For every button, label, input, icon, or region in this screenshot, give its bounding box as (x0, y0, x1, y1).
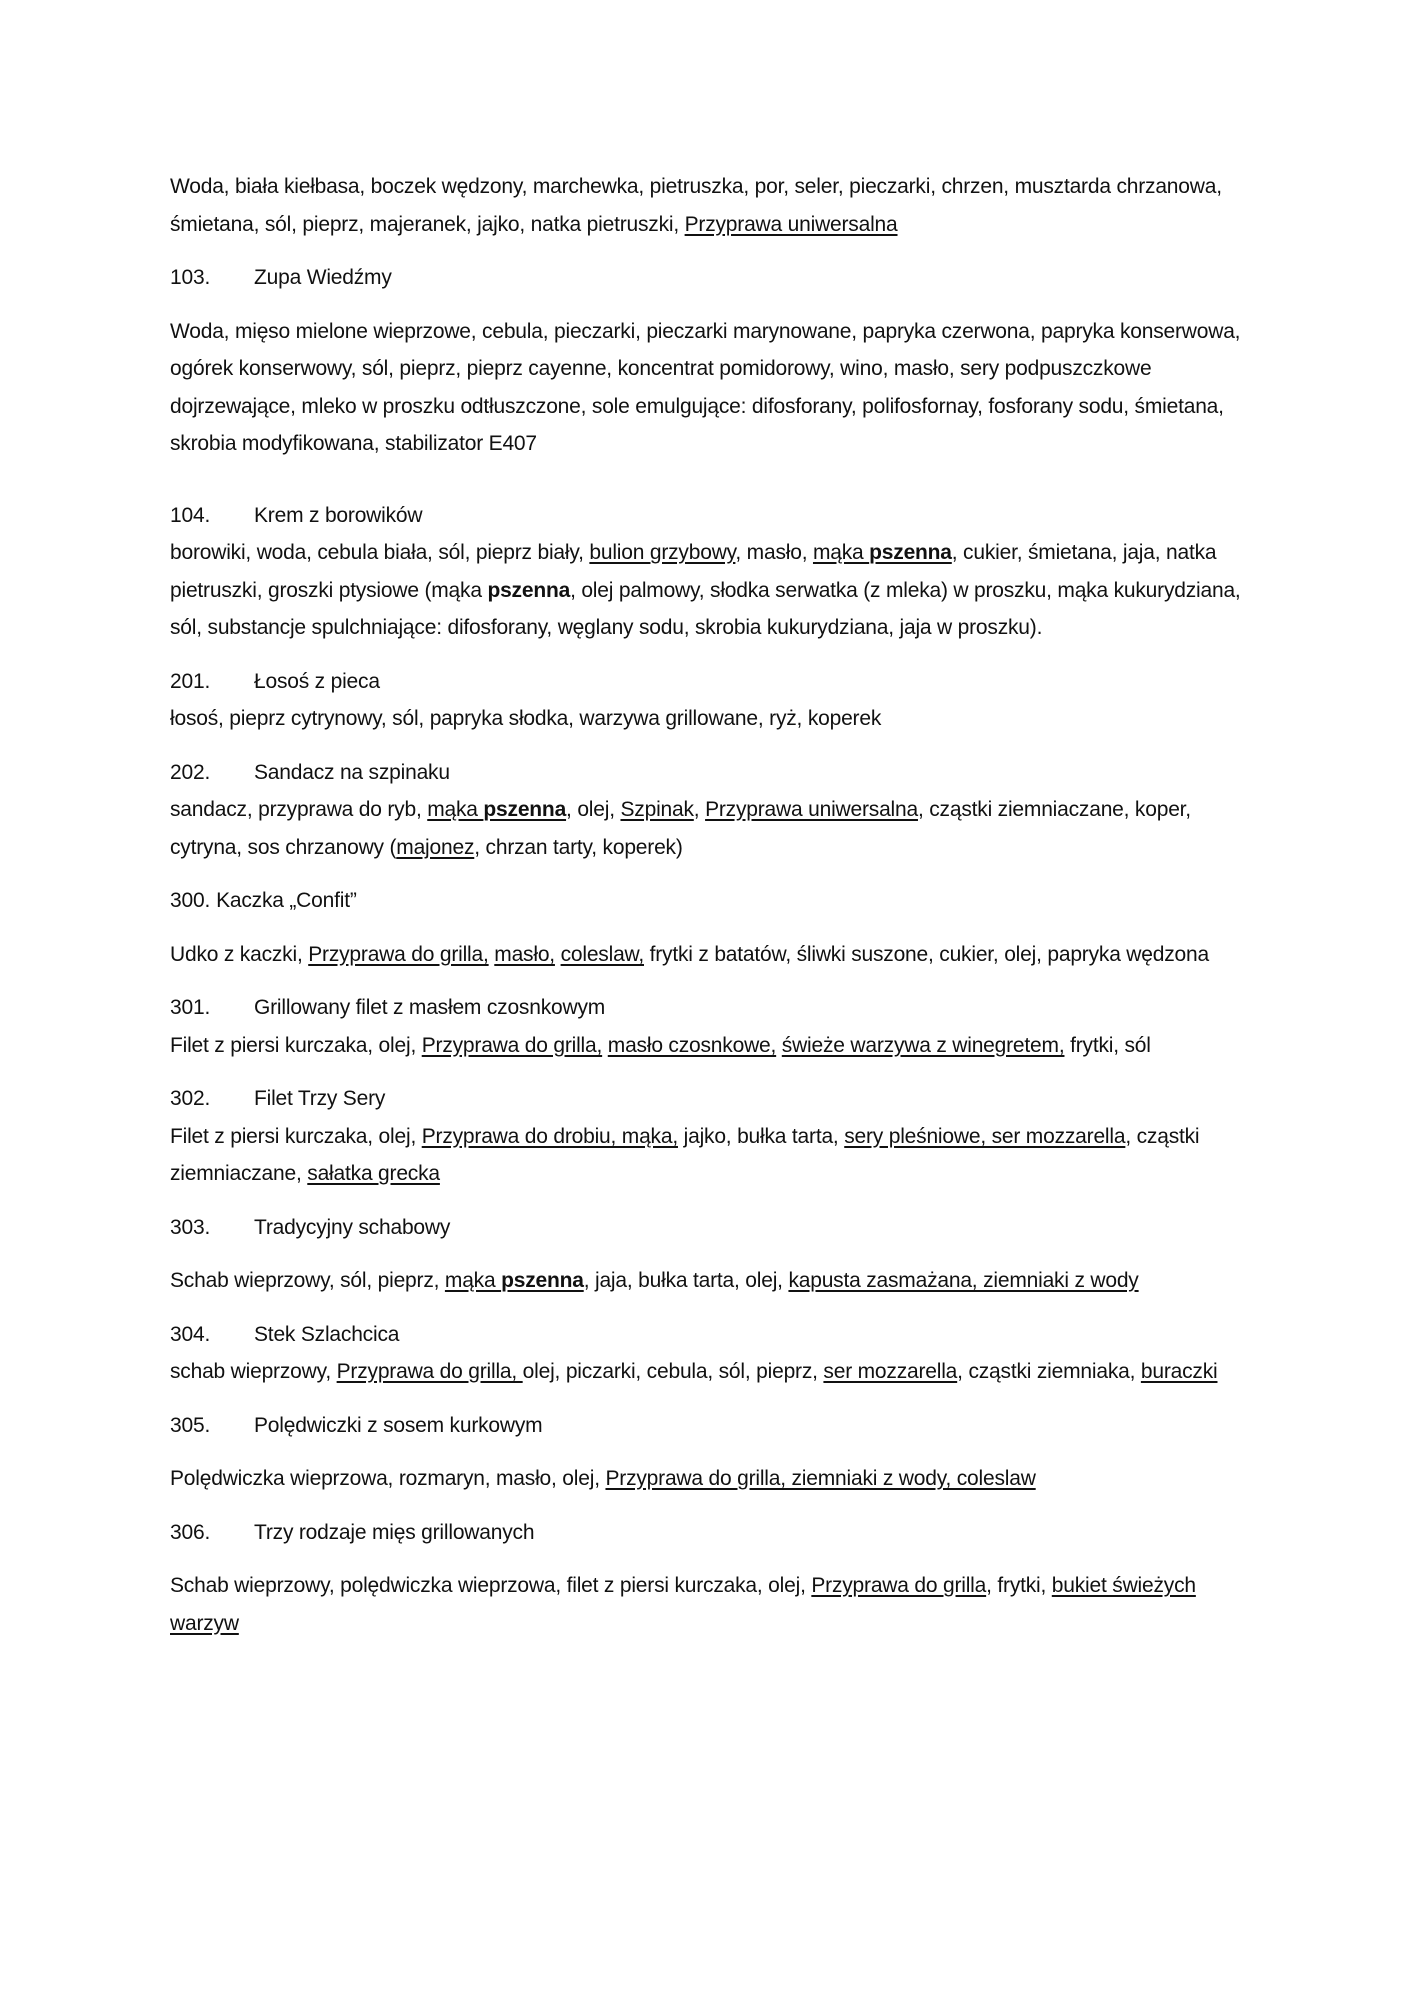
underlined-ingredient: sery pleśniowe, ser mozzarella (844, 1124, 1126, 1148)
dish-number: 303. (170, 1215, 211, 1239)
dish-number: 305. (170, 1413, 211, 1437)
ingredient-text: , chrzan tarty, koperek) (474, 835, 683, 859)
dish-number: 103. (170, 266, 211, 289)
underlined-ingredient: Przyprawa do grilla, (308, 942, 489, 966)
dish-heading (170, 1407, 1245, 1445)
ingredient-text: , cukier, śmietana, jaja, natka pietruszki, groszki ptysiowe (mąka (170, 541, 1217, 602)
underlined-ingredient: kapusta zasmażana, ziemniaki z wody (788, 1269, 1139, 1292)
document-page (170, 168, 1245, 1642)
ingredient-text: , jaja, bułka tarta, olej, (583, 1269, 789, 1292)
dish-heading (170, 1514, 1245, 1552)
dish-name: Grillowany filet z masłem czosnkowym (254, 996, 606, 1019)
ingredient-text: olej, piczarki, cebula, sól, pieprz, (522, 1360, 824, 1383)
ingredient-text: , olej, (566, 798, 621, 821)
ingredient-text: Woda, biała kiełbasa, boczek wędzony, marchewka, pietruszka, por, seler, pieczarki, chrzen, musztarda chrzanowa, śmietana, sól, pieprz, majeranek, jajko, natka pietruszki, (170, 175, 1222, 236)
underlined-ingredient: Szpinak (620, 798, 694, 821)
underlined-ingredient: pszenna (483, 798, 567, 821)
ingredient-text: , masło, (735, 541, 813, 564)
dish-heading (170, 1316, 1245, 1354)
underlined-ingredient: Przyprawa do grilla, (336, 1360, 523, 1383)
ingredients-paragraph (170, 534, 1245, 647)
ingredients-paragraph (170, 936, 1245, 974)
dish-number: 300. (170, 889, 211, 912)
ingredient-text: jajko, bułka tarta, (677, 1124, 845, 1148)
dish-heading (170, 497, 1245, 535)
dish-heading (170, 882, 1245, 920)
underlined-ingredient: Przyprawa uniwersalna (684, 212, 898, 236)
dish-heading (170, 754, 1245, 792)
ingredient-text: , cząstki ziemniaka, (957, 1360, 1141, 1383)
dish-heading (170, 1080, 1245, 1118)
ingredient-text: , cząstki ziemniaczane, koper, cytryna, sos chrzanowy ( (170, 798, 1191, 859)
underlined-ingredient: świeże warzywa z winegretem, (781, 1033, 1065, 1057)
ingredients-paragraph (170, 1353, 1245, 1391)
underlined-ingredient: bukiet świeżych warzyw (170, 1574, 1196, 1635)
ingredient-text: Woda, mięso mielone wieprzowe, cebula, pieczarki, pieczarki marynowane, papryka czerwona, papryka konserwowa, ogórek konserwowy, sól, pieprz, pieprz cayenne, koncentrat pomidorowy, wino, masło, sery podpuszczkowe dojrzewające, mleko w proszku odtłuszczone, sole emulgujące: difosforany, polifosfornay, fosforany sodu, śmietana, skrobia modyfikowana, stabilizator E407 (170, 319, 1241, 455)
underlined-ingredient: mąka (812, 541, 870, 564)
ingredients-paragraph (170, 168, 1245, 243)
ingredient-text: borowiki, woda, cebula biała, sól, pieprz biały, (170, 541, 590, 564)
ingredient-text: Filet z piersi kurczaka, olej, (170, 1124, 422, 1148)
underlined-ingredient: majonez (396, 835, 475, 859)
allergen-text: pszenna (487, 578, 571, 602)
ingredient-text: , frytki, (986, 1574, 1052, 1597)
ingredients-paragraph (170, 791, 1245, 866)
dish-heading (170, 663, 1245, 701)
ingredient-text: Polędwiczka wieprzowa, rozmaryn, masło, olej, (170, 1467, 606, 1490)
ingredient-text: , (693, 798, 706, 821)
ingredient-text: Udko z kaczki, (170, 942, 309, 966)
underlined-ingredient: buraczki (1140, 1360, 1218, 1383)
underlined-ingredient: masło czosnkowe, (607, 1033, 777, 1057)
dish-heading (170, 1209, 1245, 1247)
ingredient-text: schab wieprzowy, (170, 1360, 337, 1383)
dish-name: Polędwiczki z sosem kurkowym (254, 1413, 543, 1437)
dish-number: 304. (170, 1322, 211, 1346)
dish-number: 201. (170, 669, 211, 693)
underlined-ingredient: Przyprawa do grilla (811, 1574, 987, 1597)
ingredients-paragraph (170, 700, 1245, 738)
ingredients-paragraph (170, 1262, 1245, 1300)
underlined-ingredient: masło, (494, 942, 555, 966)
dish-name: Kaczka „Confit” (216, 889, 357, 912)
dish-number: 301. (170, 996, 211, 1019)
underlined-ingredient: ser mozzarella (823, 1360, 958, 1383)
dish-name: Trzy rodzaje mięs grillowanych (254, 1520, 535, 1544)
underlined-ingredient: mąka (444, 1269, 502, 1292)
dish-number: 202. (170, 760, 211, 784)
ingredient-text: łosoś, pieprz cytrynowy, sól, papryka słodka, warzywa grillowane, ryż, koperek (170, 707, 882, 730)
ingredient-text: frytki z batatów, śliwki suszone, cukier, olej, papryka wędzona (644, 942, 1209, 966)
dish-number: 306. (170, 1520, 211, 1544)
ingredients-paragraph (170, 1118, 1245, 1193)
dish-heading (170, 259, 1245, 297)
dish-name: Zupa Wiedźmy (254, 266, 392, 289)
ingredients-paragraph (170, 1027, 1245, 1065)
underlined-ingredient: Przyprawa do drobiu, mąka, (421, 1124, 678, 1148)
underlined-ingredient: mąka (427, 798, 484, 821)
underlined-ingredient: Przyprawa uniwersalna (705, 798, 918, 821)
underlined-ingredient: Przyprawa do grilla, (421, 1033, 603, 1057)
dish-name: Sandacz na szpinaku (254, 760, 450, 784)
ingredient-text: Schab wieprzowy, sól, pieprz, (170, 1269, 445, 1292)
ingredient-text: Filet z piersi kurczaka, olej, (170, 1033, 422, 1057)
dish-heading (170, 989, 1245, 1027)
dish-number: 302. (170, 1087, 211, 1110)
ingredient-text: , olej palmowy, słodka serwatka (z mleka) w proszku, mąka kukurydziana, sól, substancje spulchniające: difosforany, węglany sodu, skrobia kukurydziana, jaja w proszku). (170, 578, 1241, 639)
dish-name: Filet Trzy Sery (254, 1087, 386, 1110)
underlined-ingredient: bulion grzybowy (589, 541, 736, 564)
dish-name: Tradycyjny schabowy (254, 1215, 451, 1239)
dish-name: Krem z borowików (254, 503, 423, 527)
ingredients-paragraph (170, 313, 1245, 463)
underlined-ingredient: coleslaw, (560, 942, 644, 966)
ingredient-text: , cząstki ziemniaczane, (170, 1124, 1200, 1185)
ingredient-text: frytki, sól (1064, 1033, 1151, 1057)
underlined-ingredient: Przyprawa do grilla, ziemniaki z wody, coleslaw (605, 1467, 1036, 1490)
underlined-ingredient: sałatka grecka (307, 1162, 440, 1185)
underlined-ingredient: pszenna (869, 541, 952, 564)
dish-number: 104. (170, 503, 211, 527)
ingredients-paragraph (170, 1460, 1245, 1498)
ingredients-paragraph (170, 1567, 1245, 1642)
dish-name: Stek Szlachcica (254, 1322, 400, 1346)
ingredient-text: Schab wieprzowy, polędwiczka wieprzowa, filet z piersi kurczaka, olej, (170, 1574, 812, 1597)
underlined-ingredient: pszenna (501, 1269, 584, 1292)
ingredient-text: sandacz, przyprawa do ryb, (170, 798, 428, 821)
dish-name: Łosoś z pieca (254, 669, 380, 693)
